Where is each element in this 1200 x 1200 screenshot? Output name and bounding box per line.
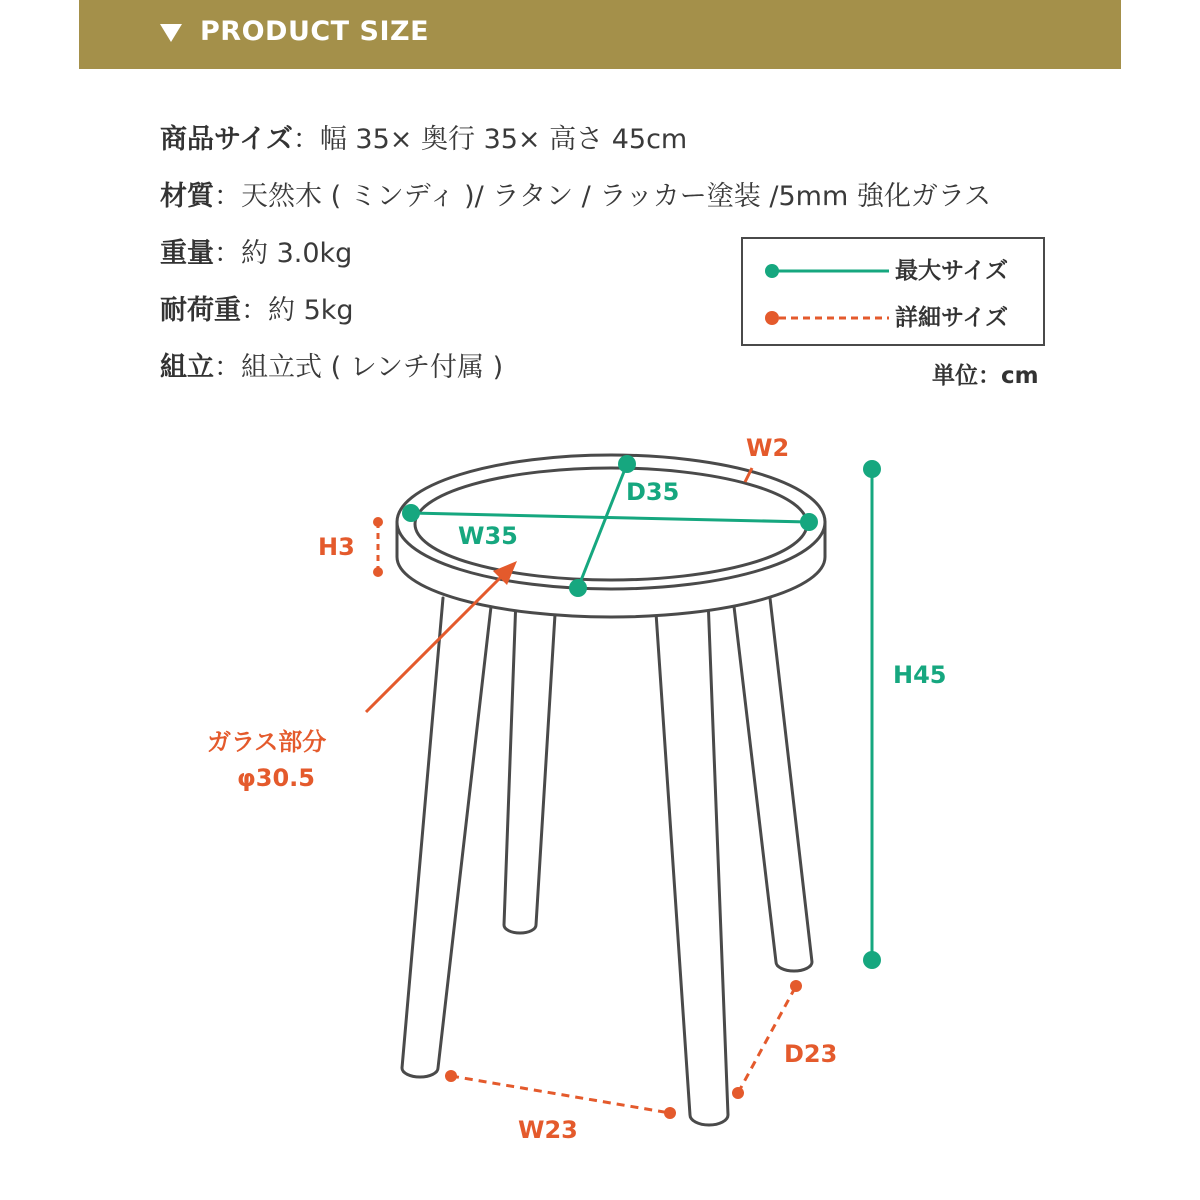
- spec-separator: ：: [292, 124, 320, 155]
- legend-detail-label: 詳細サイズ: [895, 305, 1009, 331]
- spec-label: 組立: [160, 352, 214, 383]
- d23-point-bottom: [732, 1087, 744, 1099]
- spec-value: 幅 35× 奥行 35× 高さ 45cm: [319, 124, 688, 155]
- h45-point-top: [863, 460, 881, 478]
- spec-value: 約 5kg: [268, 295, 354, 326]
- spec-label: 材質: [160, 181, 214, 212]
- spec-value: 組立式 ( レンチ付属 ): [241, 352, 504, 383]
- leg-front-right: [655, 598, 728, 1125]
- d23-point-top: [790, 980, 802, 992]
- legend-max-label: 最大サイズ: [895, 258, 1009, 284]
- label-h3: H3: [318, 533, 355, 561]
- w23-point-left: [445, 1070, 457, 1082]
- header-title-text: PRODUCT SIZE: [200, 16, 430, 47]
- label-d35: D35: [626, 478, 680, 506]
- w23-line: [451, 1076, 670, 1113]
- d35-point-top: [618, 455, 636, 473]
- label-d23: D23: [784, 1040, 838, 1068]
- d35-point-bottom: [569, 579, 587, 597]
- label-glass-part: ガラス部分: [207, 728, 327, 756]
- w35-point-left: [402, 504, 420, 522]
- spec-separator: ：: [214, 238, 241, 269]
- h3-point-bottom: [373, 567, 383, 577]
- spec-separator: ：: [241, 295, 268, 326]
- h45-point-bottom: [863, 951, 881, 969]
- spec-separator: ：: [214, 181, 241, 212]
- leg-back-right: [733, 598, 812, 971]
- spec-value: 約 3.0kg: [241, 238, 353, 269]
- unit-label: 単位：cm: [932, 363, 1039, 389]
- spec-value: 天然木 ( ミンディ )/ ラタン / ラッカー塗装 /5mm 強化ガラス: [241, 181, 992, 212]
- stool-outline: [397, 455, 825, 1125]
- h3-point-top: [373, 517, 383, 527]
- leg-back-left: [504, 598, 556, 933]
- w35-point-right: [800, 513, 818, 531]
- label-w35: W35: [458, 522, 518, 550]
- spec-label: 耐荷重: [160, 295, 241, 326]
- label-w23: W23: [518, 1116, 578, 1144]
- leg-front-left: [402, 598, 492, 1077]
- label-w2: W2: [746, 434, 790, 462]
- stool-legs: [402, 598, 812, 1125]
- label-h45: H45: [893, 661, 947, 689]
- label-glass-diameter: φ30.5: [237, 764, 315, 792]
- spec-label: 重量: [160, 238, 214, 269]
- spec-label: 商品サイズ: [160, 124, 293, 155]
- w23-point-right: [664, 1107, 676, 1119]
- spec-separator: ：: [214, 352, 241, 383]
